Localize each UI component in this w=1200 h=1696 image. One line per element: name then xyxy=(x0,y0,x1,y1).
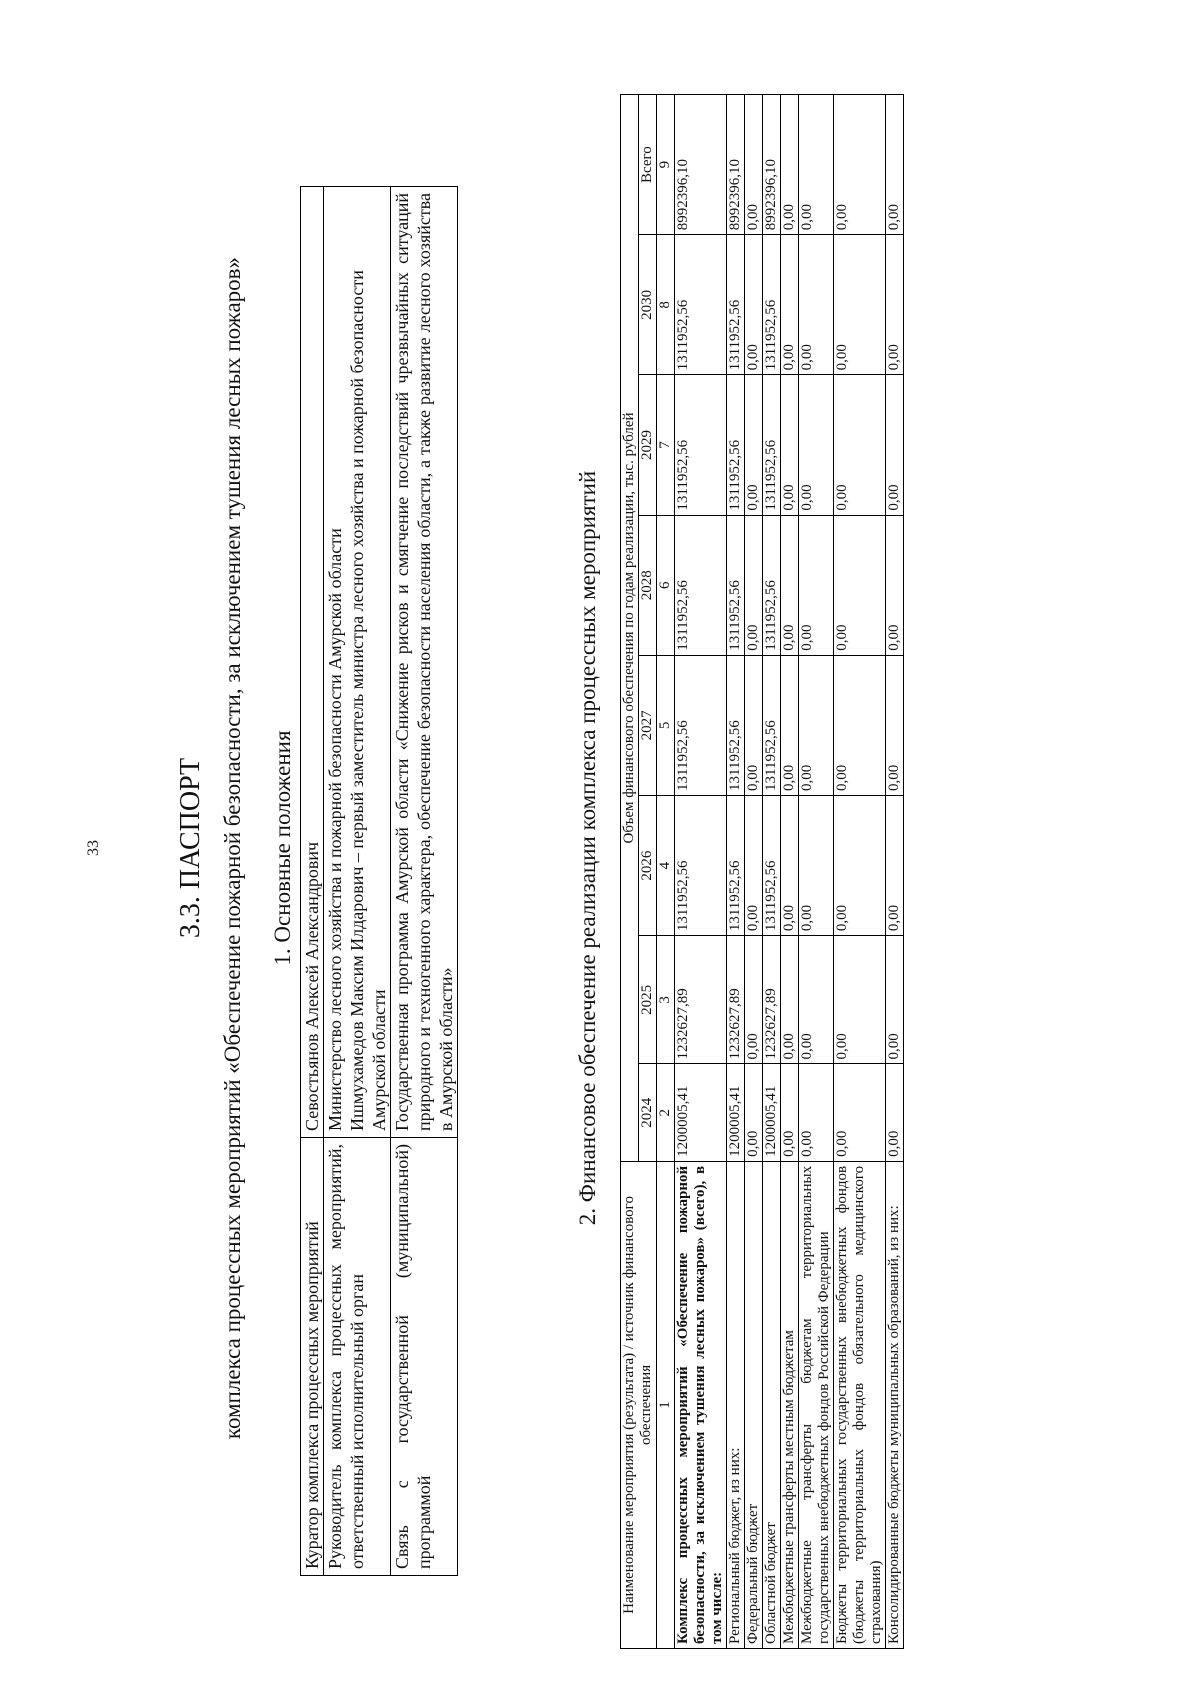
row-value-line: Ишмухамедов Максим Илдарович – первый заместитель министра лесного хозяйства и пожарной безопасности Амурской области xyxy=(347,270,389,1131)
year-header: 2030 xyxy=(639,235,657,375)
year-header: 2026 xyxy=(639,795,657,935)
cell-value: 8992396,10 xyxy=(727,95,745,235)
cell-value: 0,00 xyxy=(834,375,886,515)
page-title: 3.3. ПАСПОРТ xyxy=(175,757,206,939)
row-label: Руководитель комплекса процессных мероприятий, ответственный исполнительный орган xyxy=(324,1138,391,1576)
year-header: 2027 xyxy=(639,655,657,795)
cell-value: 0,00 xyxy=(745,95,763,235)
row-value: Севостьянов Алексей Александрович xyxy=(301,187,324,1138)
row-name: Комплекс процессных мероприятий «Обеспечение пожарной безопасности, за исключением тушения лесных пожаров» (всего), в том числе: xyxy=(675,1161,727,1648)
cell-value: 1232627,89 xyxy=(763,936,781,1064)
table-row xyxy=(834,95,886,1649)
cell-value: 0,00 xyxy=(886,655,904,795)
table-row xyxy=(886,95,904,1649)
cell-value: 0,00 xyxy=(799,235,834,375)
cell-value: 1311952,56 xyxy=(727,515,745,655)
cell-value: 0,00 xyxy=(745,515,763,655)
year-header: 2025 xyxy=(639,936,657,1064)
header-row xyxy=(621,95,639,1649)
table-row xyxy=(324,187,391,1576)
table-row xyxy=(745,95,763,1649)
column-number: 5 xyxy=(657,655,675,795)
table-row xyxy=(301,187,324,1576)
row-name: Региональный бюджет, из них: xyxy=(727,1161,745,1648)
section1-heading: 1. Основные положения xyxy=(270,730,295,966)
cell-value: 1311952,56 xyxy=(727,235,745,375)
row-value: Государственная программа Амурской области «Снижение рисков и смягчение последствий чрезвычайных ситуаций природного и техногенного характера, обеспечение безопасности населения области, а также развитие лесного хозяйства в Амурской области» xyxy=(391,187,458,1138)
column-number: 3 xyxy=(657,936,675,1064)
page-number: 33 xyxy=(85,840,102,856)
cell-value: 1311952,56 xyxy=(675,515,727,655)
cell-value: 1311952,56 xyxy=(763,515,781,655)
column-number: 6 xyxy=(657,515,675,655)
cell-value: 1232627,89 xyxy=(727,936,745,1064)
page-subtitle: комплекса процессных мероприятий «Обеспечение пожарной безопасности, за исключением тушения лесных пожаров» xyxy=(220,256,245,1440)
cell-value: 1200005,41 xyxy=(763,1064,781,1161)
cell-value: 8992396,10 xyxy=(763,95,781,235)
row-name: Федеральный бюджет xyxy=(745,1161,763,1648)
cell-value: 0,00 xyxy=(834,1064,886,1161)
column-number: 2 xyxy=(657,1064,675,1161)
cell-value: 1200005,41 xyxy=(675,1064,727,1161)
financing-table xyxy=(620,94,904,1649)
cell-value: 0,00 xyxy=(799,375,834,515)
year-header: Всего xyxy=(639,95,657,235)
section2-heading: 2. Финансовое обеспечение реализации комплекса процессных мероприятий xyxy=(575,470,600,1226)
cell-value: 0,00 xyxy=(781,1064,799,1161)
cell-value: 0,00 xyxy=(834,655,886,795)
cell-value: 0,00 xyxy=(799,95,834,235)
row-name: Межбюджетные трансферты бюджетам территориальных государственных внебюджетных фондов Российской Федерации xyxy=(799,1161,834,1648)
cell-value: 0,00 xyxy=(799,515,834,655)
column-numbers-row xyxy=(657,95,675,1649)
cell-value: 0,00 xyxy=(781,655,799,795)
column-header-name: Наименование мероприятия (результата) / источник финансового обеспечения xyxy=(621,1161,657,1648)
table-row xyxy=(675,95,727,1649)
cell-value: 1311952,56 xyxy=(675,655,727,795)
cell-value: 0,00 xyxy=(834,515,886,655)
cell-value: 0,00 xyxy=(886,795,904,935)
cell-value: 1311952,56 xyxy=(763,655,781,795)
column-number: 9 xyxy=(657,95,675,235)
cell-value: 0,00 xyxy=(745,936,763,1064)
row-name: Консолидированные бюджеты муниципальных образований, из них: xyxy=(886,1161,904,1648)
cell-value: 1311952,56 xyxy=(763,235,781,375)
year-header: 2028 xyxy=(639,515,657,655)
table-row xyxy=(781,95,799,1649)
cell-value: 0,00 xyxy=(834,936,886,1064)
cell-value: 0,00 xyxy=(886,1064,904,1161)
cell-value: 0,00 xyxy=(799,655,834,795)
cell-value: 0,00 xyxy=(781,235,799,375)
table-row xyxy=(727,95,745,1649)
cell-value: 0,00 xyxy=(886,515,904,655)
column-number: 8 xyxy=(657,235,675,375)
cell-value: 8992396,10 xyxy=(675,95,727,235)
column-number: 4 xyxy=(657,795,675,935)
row-name: Областной бюджет xyxy=(763,1161,781,1648)
table-row xyxy=(391,187,458,1576)
row-value-line: Министерство лесного хозяйства и пожарной безопасности Амурской области xyxy=(325,528,345,1131)
cell-value: 1311952,56 xyxy=(763,795,781,935)
cell-value: 0,00 xyxy=(799,1064,834,1161)
cell-value: 1232627,89 xyxy=(675,936,727,1064)
cell-value: 1311952,56 xyxy=(675,235,727,375)
cell-value: 0,00 xyxy=(799,795,834,935)
cell-value: 0,00 xyxy=(781,375,799,515)
cell-value: 0,00 xyxy=(781,936,799,1064)
year-header: 2029 xyxy=(639,375,657,515)
column-header-group: Объем финансового обеспечения по годам реализации, тыс. рублей xyxy=(621,95,639,1162)
column-number: 1 xyxy=(657,1161,675,1648)
main-provisions-table xyxy=(300,186,458,1576)
cell-value: 0,00 xyxy=(745,1064,763,1161)
cell-value: 0,00 xyxy=(886,95,904,235)
cell-value: 0,00 xyxy=(834,95,886,235)
cell-value: 1311952,56 xyxy=(675,795,727,935)
cell-value: 0,00 xyxy=(886,936,904,1064)
cell-value: 1311952,56 xyxy=(727,375,745,515)
cell-value: 1311952,56 xyxy=(727,655,745,795)
cell-value: 0,00 xyxy=(886,375,904,515)
cell-value: 1311952,56 xyxy=(675,375,727,515)
cell-value: 0,00 xyxy=(745,655,763,795)
row-name: Межбюджетные трансферты местным бюджетам xyxy=(781,1161,799,1648)
cell-value: 1311952,56 xyxy=(763,375,781,515)
cell-value: 0,00 xyxy=(745,375,763,515)
column-number: 7 xyxy=(657,375,675,515)
cell-value: 0,00 xyxy=(745,235,763,375)
row-label: Куратор комплекса процессных мероприятий xyxy=(301,1138,324,1576)
table-row xyxy=(763,95,781,1649)
row-name: Бюджеты территориальных государственных внебюджетных фондов (бюджеты территориальных фондов обязательного медицинского страхования) xyxy=(834,1161,886,1648)
cell-value: 0,00 xyxy=(781,515,799,655)
cell-value: 0,00 xyxy=(781,795,799,935)
cell-value: 0,00 xyxy=(745,795,763,935)
cell-value: 1200005,41 xyxy=(727,1064,745,1161)
year-header: 2024 xyxy=(639,1064,657,1161)
cell-value: 0,00 xyxy=(886,235,904,375)
cell-value: 0,00 xyxy=(834,235,886,375)
cell-value: 0,00 xyxy=(781,95,799,235)
cell-value: 0,00 xyxy=(799,936,834,1064)
cell-value: 1311952,56 xyxy=(727,795,745,935)
row-label: Связь с государственной (муниципальной) программой xyxy=(391,1138,458,1576)
cell-value: 0,00 xyxy=(834,795,886,935)
row-value xyxy=(324,187,391,1138)
table-row xyxy=(799,95,834,1649)
